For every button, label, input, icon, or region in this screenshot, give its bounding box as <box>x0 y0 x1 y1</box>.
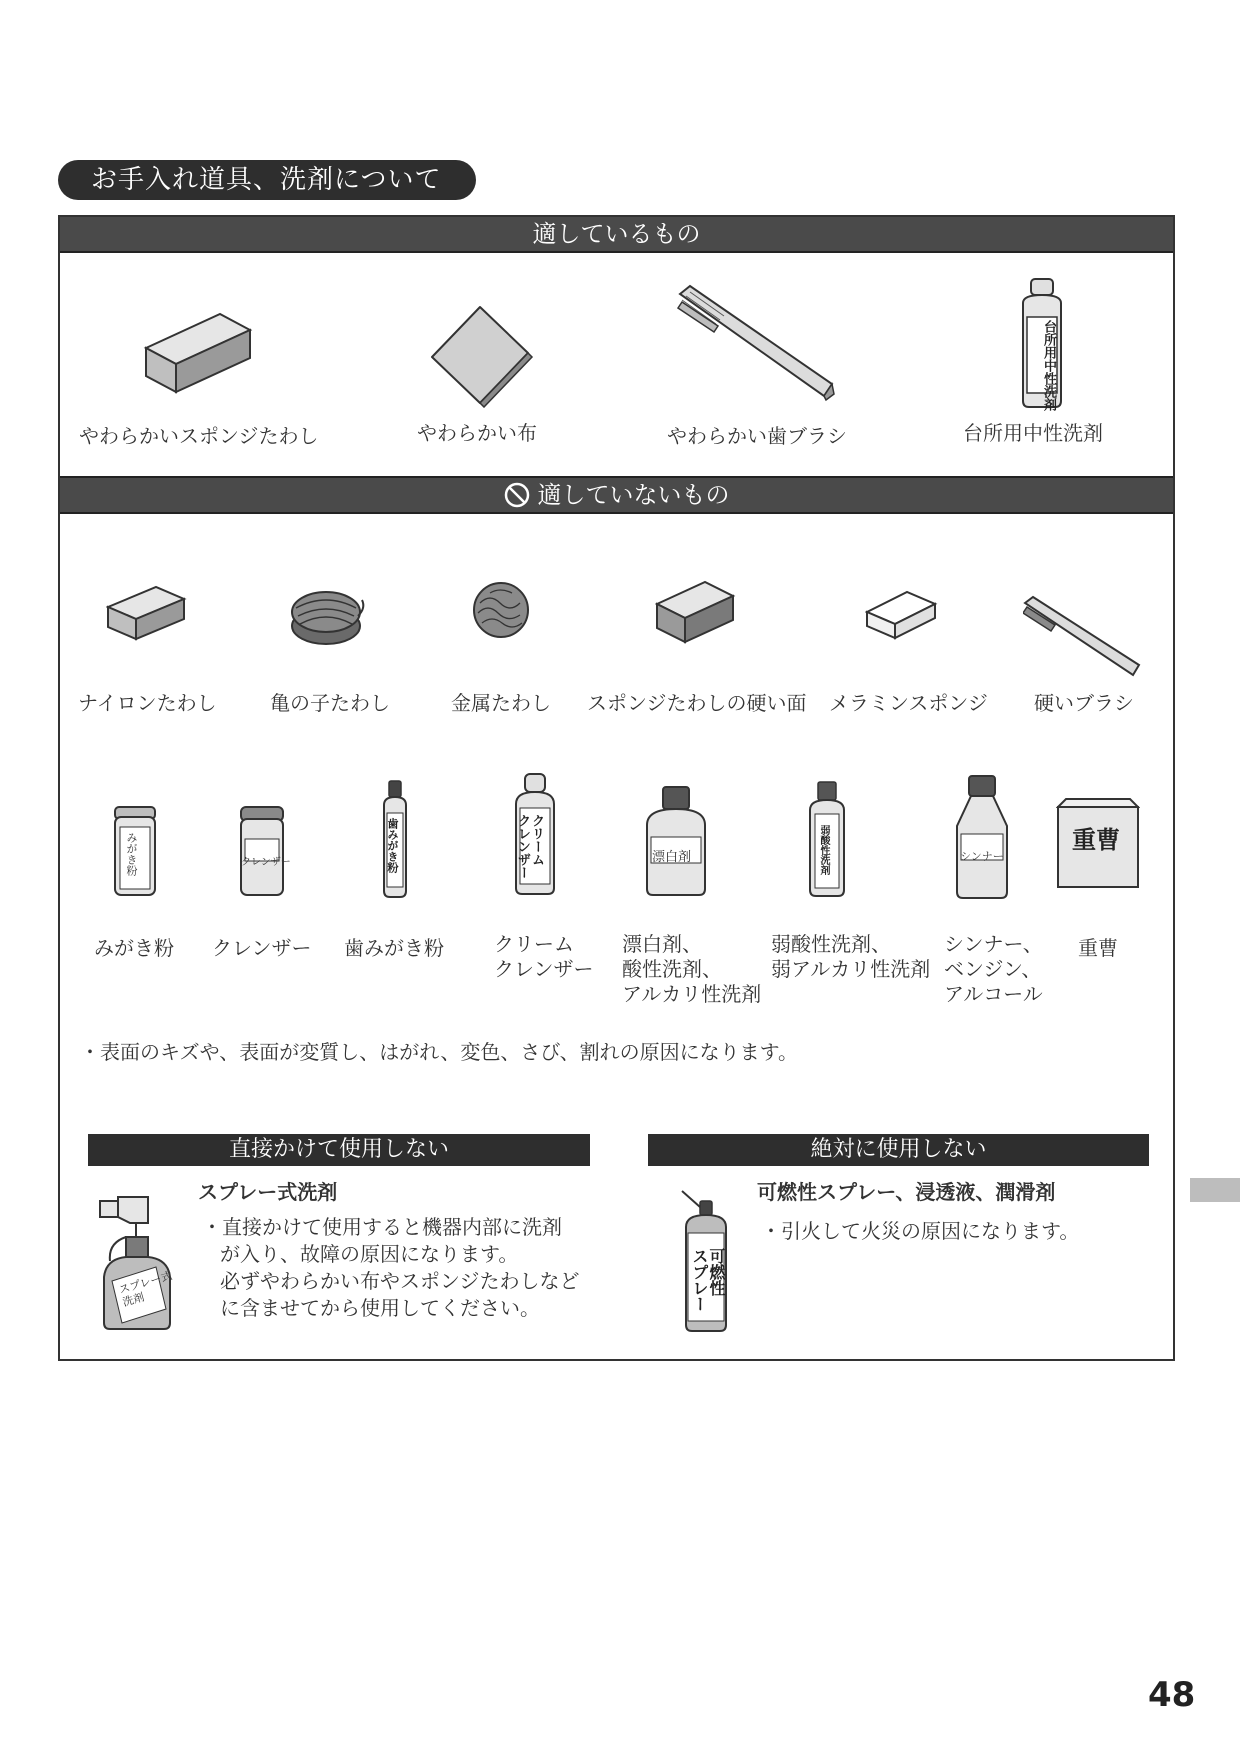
bleach-bottle-label: 漂白剤 <box>652 850 692 865</box>
page-number: 48 <box>1148 1675 1196 1715</box>
direct-use-bullet-3: 必ずやわらかい布やスポンジたわしなど <box>220 1269 580 1293</box>
baking-soda-box-label: 重曹 <box>1072 826 1120 854</box>
label-weak-acid-alkali: 弱酸性洗剤、 弱アルカリ性洗剤 <box>771 932 931 981</box>
unsuitable-heading: 適していないもの <box>537 481 730 509</box>
suitable-heading: 適しているもの <box>532 220 701 248</box>
cleanser-can-label: クレンザー <box>241 857 291 868</box>
side-index-tab <box>1190 1178 1240 1202</box>
prohibited-icon <box>504 482 530 508</box>
weak-detergent-bottle-label: 弱酸性洗剤 <box>818 825 829 875</box>
soft-cloth-icon <box>428 303 538 408</box>
label-toothpaste: 歯みがき粉 <box>344 936 444 960</box>
label-nylon-scrubber: ナイロンたわし <box>78 691 217 715</box>
label-polishing-powder: みがき粉 <box>94 936 174 960</box>
label-baking-soda: 重曹 <box>1078 936 1118 960</box>
melamine-sponge-icon <box>865 590 939 642</box>
suitable-heading-band <box>60 217 1173 253</box>
never-use-warning-heading: 絶対に使用しない <box>648 1134 1149 1166</box>
thinner-bottle-icon <box>953 774 1011 900</box>
label-hard-brush: 硬いブラシ <box>1034 691 1134 715</box>
hard-brush-icon <box>1023 595 1143 677</box>
label-cream-cleanser: クリーム クレンザー <box>494 932 594 981</box>
section-title: お手入れ道具、洗剤について <box>58 160 476 200</box>
soft-sponge-icon <box>142 308 262 398</box>
spray-bottle-icon <box>96 1193 180 1333</box>
spray-detergent-title: スプレー式洗剤 <box>198 1180 338 1204</box>
direct-use-bullet-1: ・直接かけて使用すると機器内部に洗剤 <box>202 1215 562 1239</box>
tawashi-brush-icon <box>288 586 368 648</box>
cleanser-can-icon <box>237 805 287 899</box>
direct-use-bullet-2: が入り、故障の原因になります。 <box>220 1242 519 1266</box>
nylon-scrubber-icon <box>106 585 188 643</box>
bleach-bottle-icon <box>643 785 709 897</box>
label-bleach-acid-alkali: 漂白剤、 酸性洗剤、 アルカリ性洗剤 <box>622 932 762 1006</box>
label-cleanser: クレンザー <box>212 936 312 960</box>
unsuitable-heading-band <box>60 476 1173 514</box>
toothpaste-bottle-label: 歯みがき粉 <box>386 818 399 873</box>
steel-wool-icon <box>470 579 532 641</box>
cream-cleanser-bottle-label: クリーム クレンザー <box>515 814 544 879</box>
flammable-spray-can-label: 可燃性 スプレー <box>690 1248 726 1312</box>
spray-bottle-label: スプレー式 洗剤 <box>117 1268 174 1310</box>
flammable-spray-title: 可燃性スプレー、浸透液、潤滑剤 <box>757 1180 1056 1204</box>
neutral-detergent-bottle-label: 台所用中性洗剤 <box>1041 320 1056 411</box>
polishing-powder-can-label: みがき粉 <box>125 832 138 876</box>
label-neutral-detergent: 台所用中性洗剤 <box>963 421 1103 445</box>
thinner-bottle-label: シンナー <box>960 850 1004 863</box>
label-sponge-hard-side: スポンジたわしの硬い面 <box>587 691 807 715</box>
damage-note: ・表面のキズや、表面が変質し、はがれ、変色、さび、割れの原因になります。 <box>80 1040 798 1064</box>
label-thinner-benzine-alcohol: シンナー、 ベンジン、 アルコール <box>944 932 1043 1006</box>
label-soft-toothbrush: やわらかい歯ブラシ <box>667 424 847 448</box>
label-melamine-sponge: メラミンスポンジ <box>829 691 988 715</box>
sponge-hard-side-icon <box>655 580 737 646</box>
label-soft-sponge: やわらかいスポンジたわし <box>79 424 319 448</box>
direct-use-warning-heading: 直接かけて使用しない <box>88 1134 590 1166</box>
label-soft-cloth: やわらかい布 <box>417 421 537 445</box>
label-steel-wool: 金属たわし <box>451 691 551 715</box>
direct-use-bullet-4: に含ませてから使用してください。 <box>220 1296 540 1320</box>
label-tawashi: 亀の子たわし <box>270 691 390 715</box>
never-use-bullet-1: ・引火して火災の原因になります。 <box>761 1219 1080 1243</box>
soft-toothbrush-icon <box>676 284 838 402</box>
